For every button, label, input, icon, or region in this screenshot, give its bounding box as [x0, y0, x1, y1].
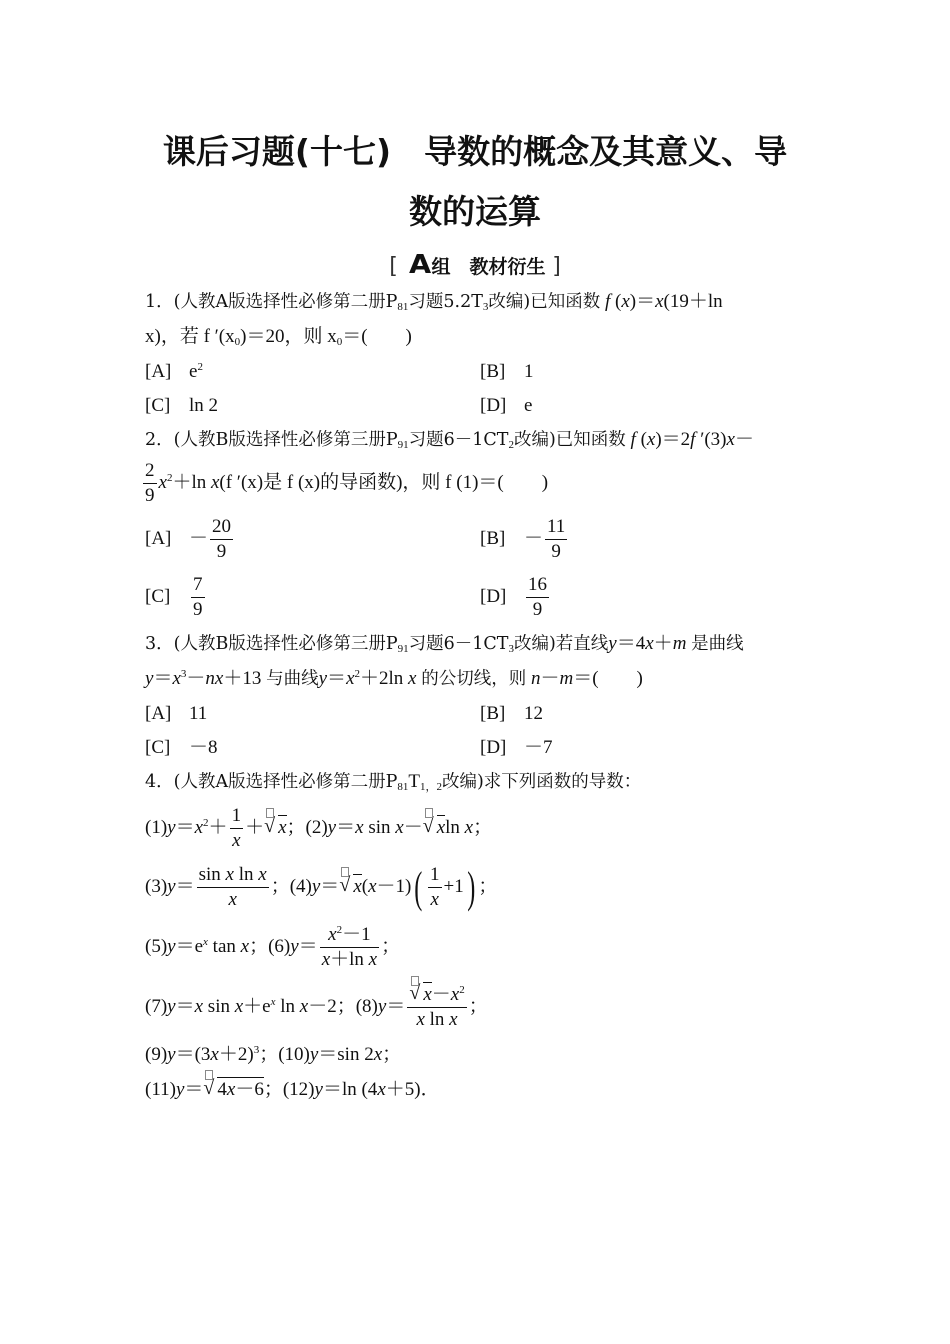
group-label: 组 教材衍生 [431, 256, 546, 278]
q3-stem-line-2: $y=x^3-nx+13$ 与曲线$y=x^2+2\ln$ x 的公切线，则 n－m＝( ) [145, 668, 643, 689]
q3-stem-line-1: 3．(人教B版选择性必修第三册$P_{91}$习题$6-1CT_3$改编)若直线y＝4x＋m 是曲线 [145, 633, 744, 655]
page-title-line-2: 数的运算 [409, 192, 541, 231]
group-header [0, 250, 950, 280]
q4-items-9-10: $(9)y=(3x+2)^3$；(10)y＝sin 2x； [145, 1044, 402, 1065]
q1-option-b[interactable]: [B] 1 [480, 361, 534, 382]
group-bracket-close: ] [552, 254, 561, 279]
q3-option-a[interactable]: [A] 11 [145, 703, 208, 724]
q4-stem: 4．(人教A版选择性必修第二册$P_{81}T_{1,2}$改编)求下列函数的导数： [145, 771, 642, 793]
q4-items-5-6: $(5)y=e^x$ tan x；(6)y＝ $\frac{x^2-1}{\text{x＋ln x}}$ ； [145, 924, 401, 970]
q1-stem-line-2: x)，若 f $'(x_0)=20$，则 $x_0=$( ) [145, 326, 412, 348]
page-title-line-1: 课后习题(十七) 导数的概念及其意义、导 [162, 132, 788, 171]
q2-stem-line-1: 2．(人教B版选择性必修第三册$P_{91}$习题$6-1CT_2$改编)已知函数 f (x)＝2f ′(3)x－ [145, 429, 754, 451]
q1-option-c[interactable]: [C] ln 2 [145, 395, 219, 416]
q3-option-d[interactable]: [D] －7 [480, 737, 553, 758]
q1-option-a[interactable]: [A] $e^2$ [145, 361, 203, 382]
q4-items-3-4: (3)y＝ $\frac{\text{sin x ln x}}{x}$ ；(4)y＝ √ x(x－1)( $\frac{1}{x}$ +1) ； [145, 862, 498, 912]
group-badge: A [409, 250, 431, 280]
q4-items-11-12: (11)y＝ √ 4x－6；(12)y＝ln (4x＋5)． [145, 1078, 440, 1102]
q2-stem-line-2: $\frac{2}{9}$ $x^2+\ln$ x(f ′(x)是 f (x)的导函数)，则 f (1)＝( ) [145, 460, 549, 506]
q2-option-b[interactable]: [B] － $\frac{11}{9}$ [480, 516, 566, 562]
q2-option-c[interactable]: [C] $\frac{7}{9}$ [145, 574, 203, 620]
q3-option-c[interactable]: [C] －8 [145, 737, 218, 758]
q2-option-d[interactable]: [D] $\frac{16}{9}$ [480, 574, 547, 620]
q1-option-d[interactable]: [D] e [480, 395, 533, 416]
q1-stem-line-1: 1．(人教A版选择性必修第二册$P_{81}$习题$5.2T_3$改编)已知函数 f (x)＝x(19＋ln [145, 291, 723, 313]
group-bracket-open: [ [389, 254, 398, 279]
q2-option-a[interactable]: [A] － $\frac{20}{9}$ [145, 516, 232, 562]
q4-items-7-8: (7)y＝x $\sin x+e^x$ ln x－2；(8)y＝ √ $x-x^2$ x ln x ； [145, 984, 488, 1031]
q3-option-b[interactable]: [B] 12 [480, 703, 543, 724]
q4-items-1-2: $(1)y=x^2+$ $\frac{1}{x}$ ＋ √ x；(2)y＝x sin x－ √ xln x； [145, 805, 493, 851]
